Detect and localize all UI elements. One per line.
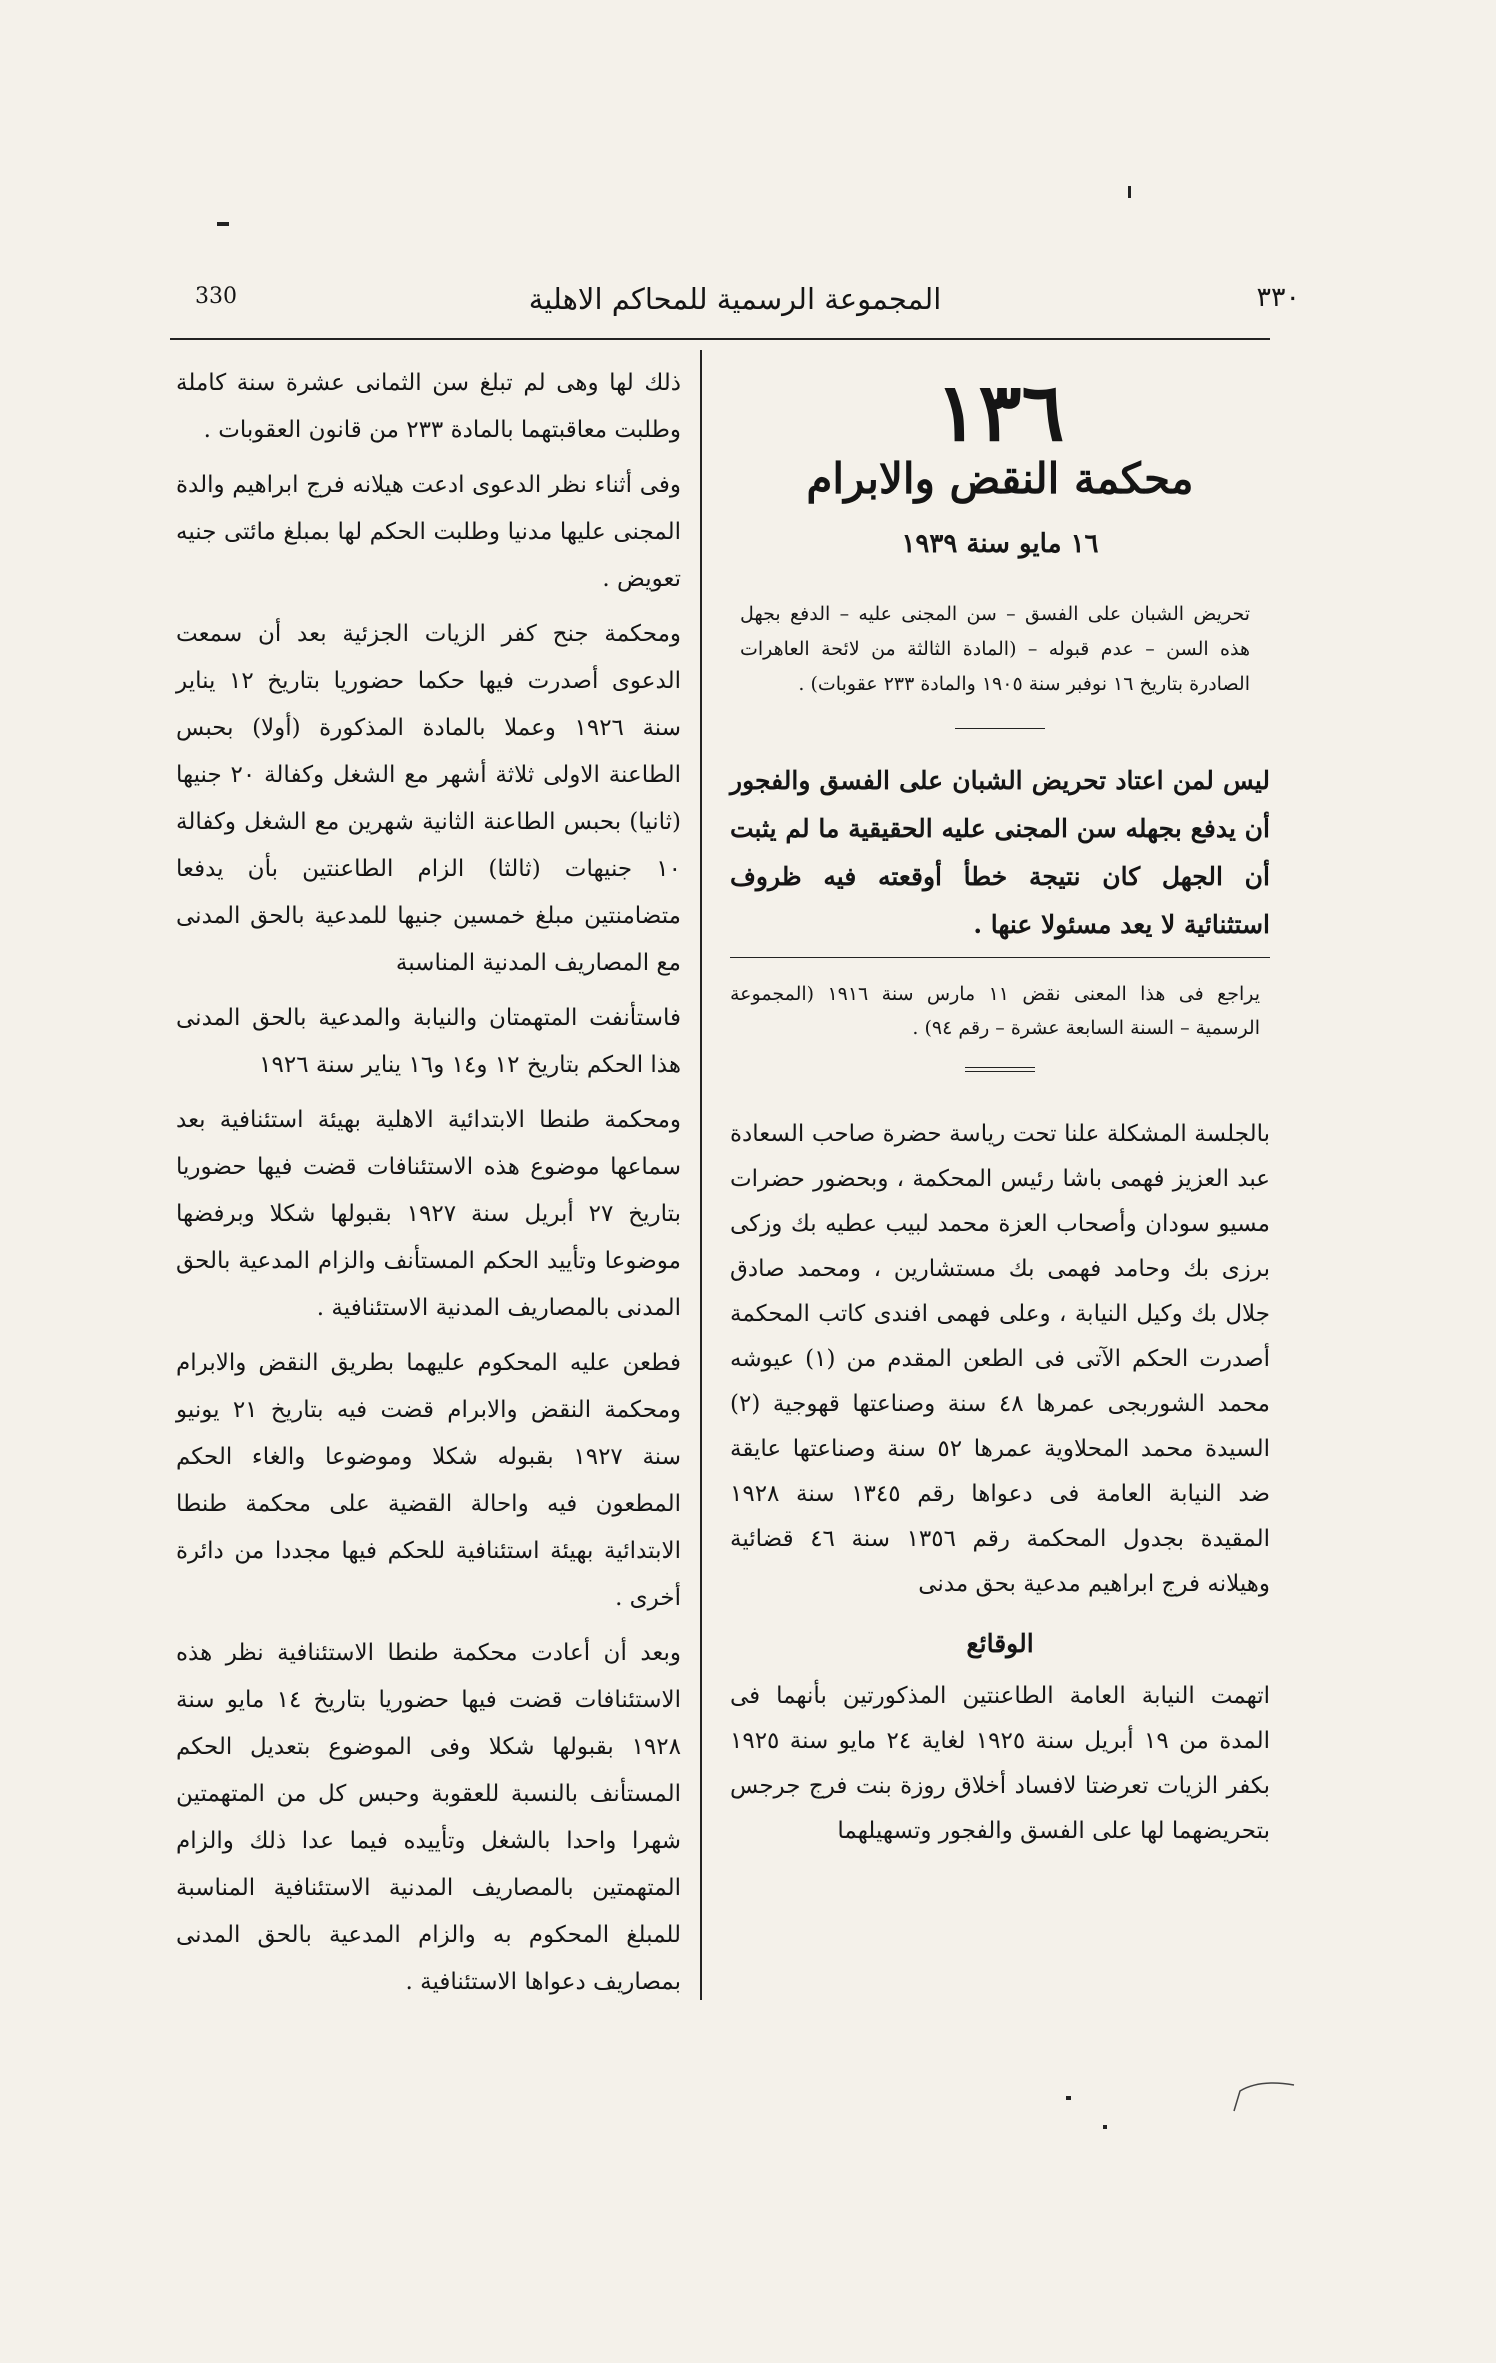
- running-title: المجموعة الرسمية للمحاكم الاهلية: [528, 282, 942, 316]
- left-column: [176, 360, 681, 2014]
- reference-rule: [730, 957, 1270, 958]
- scan-stroke: [1230, 2065, 1300, 2115]
- body-paragraph: وفى أثناء نظر الدعوى ادعت هيلانه فرج ابراهيم والدة المجنى عليها مدنيا وطلبت الحكم لها بمبلغ مائتى جنيه تعويض .: [176, 472, 681, 592]
- scan-mark: [1103, 2125, 1107, 2129]
- decision-date: ١٦ مايو سنة ١٩٣٩: [901, 529, 1099, 559]
- body-paragraph: وبعد أن أعادت محكمة طنطا الاستئنافية نظر هذه الاستئنافات قضت فيها حضوريا بتاريخ ١٤ مايو سنة ١٩٢٨ بقبولها شكلا وفى الموضوع بتعديل الحكم المستأنف بالنسبة للعقوبة وحبس كل من المتهمتين شهرا واحدا بالشغل وتأييده فيما عدا ذلك والزام المتهمتين بالمصاريف المدنية الاستئنافية المناسبة للمبلغ المحكوم به والزام المدعية بالحق المدنى بمصاريف دعواها الاستئنافية .: [176, 1640, 681, 1995]
- header-rule: [170, 338, 1270, 340]
- case-number: ١٣٦: [935, 365, 1065, 459]
- case-keywords: تحريض الشبان على الفسق – سن المجنى عليه – الدفع بجهل هذه السن – عدم قبوله – (المادة الثالثة من لائحة العاهرات الصادرة بتاريخ ١٦ نوفبر سنة ١٩٠٥ والمادة ٢٣٣ عقوبات) .: [740, 603, 1250, 695]
- scan-mark: [1066, 2096, 1071, 2100]
- page-header: [170, 282, 1300, 332]
- body-paragraph: فاستأنفت المتهمتان والنيابة والمدعية بالحق المدنى هذا الحكم بتاريخ ١٢ و١٤ و١٦ يناير سنة ١٩٢٦: [176, 1005, 681, 1078]
- scan-mark: [217, 222, 229, 226]
- body-paragraph: ومحكمة طنطا الابتدائية الاهلية بهيئة استئنافية بعد سماعها موضوع هذه الاستئنافات قضت فيها حضوريا بتاريخ ٢٧ أبريل سنة ١٩٢٧ بقبولها شكلا وبرفضها موضوعا وتأييد الحكم المستأنف والزام المدعية بالحق المدنى بالمصاريف المدنية الاستئنافية .: [176, 1107, 682, 1321]
- session-paragraph: بالجلسة المشكلة علنا تحت رياسة حضرة صاحب السعادة عبد العزيز فهمى باشا رئيس المحكمة ، وبحضور حضرات مسيو سودان وأصحاب العزة محمد لبيب عطيه بك وزكى برزى بك وحامد فهمى بك مستشارين ، ومحمد صادق جلال بك وكيل النيابة ، وعلى فهمى افندى كاتب المحكمة أصدرت الحكم الآتى فى الطعن المقدم من (١) عيوشه محمد الشوربجى عمرها ٤٨ سنة وصناعتها قهوجية (٢) السيدة محمد المحلاوية عمرها ٥٢ سنة وصناعتها عايقة ضد النيابة العامة فى دعواها رقم ١٣٤٥ سنة ١٩٢٨ المقيدة بجدول المحكمة رقم ١٣٥٦ سنة ٤٦ قضائية وهيلانه فرج ابراهيم مدعية بحق مدنى: [730, 1121, 1271, 1597]
- court-name: محكمة النقض والابرام: [806, 454, 1194, 503]
- body-paragraph: ومحكمة جنح كفر الزيات الجزئية بعد أن سمعت الدعوى أصدرت فيها حكما حضوريا بتاريخ ١٢ يناير سنة ١٩٢٦ وعملا بالمادة المذكورة (أولا) بحبس الطاعنة الاولى ثلاثة أشهر مع الشغل وكفالة ٢٠ جنيها (ثانيا) بحبس الطاعنة الثانية شهرين مع الشغل وكفالة ١٠ جنيهات (ثالثا) الزام الطاعنتين بأن يدفعا متضامنتين مبلغ خمسين جنيها للمدعية بالحق المدنى مع المصاريف المدنية المناسبة: [176, 621, 682, 976]
- page-number-arabic: ٣٣٠: [1256, 282, 1300, 313]
- double-separator: [965, 1067, 1035, 1072]
- column-divider: [700, 350, 702, 2000]
- facts-paragraph: اتهمت النيابة العامة الطاعنتين المذكورتين بأنهما فى المدة من ١٩ أبريل سنة ١٩٢٥ لغاية ٢٤ مايو سنة ١٩٢٥ بكفر الزيات تعرضتا لافساد أخلاق روزة بنت فرج جرجس بتحريضهما لها على الفسق والفجور وتسهيلهما: [730, 1683, 1271, 1844]
- body-paragraph: فطعن عليه المحكوم عليهما بطريق النقض والابرام ومحكمة النقض والابرام قضت فيه بتاريخ ٢١ يونيو سنة ١٩٢٧ بقبوله شكلا وموضوعا والغاء الحكم المطعون فيه واحالة القضية على محكمة طنطا الابتدائية بهيئة استئنافية للحكم فيها مجددا من دائرة أخرى .: [176, 1350, 682, 1611]
- reference-note: يراجع فى هذا المعنى نقض ١١ مارس سنة ١٩١٦ (المجموعة الرسمية – السنة السابعة عشرة – رقم ٩٤) .: [730, 983, 1260, 1039]
- right-column: [730, 360, 1270, 1854]
- body-paragraph: ذلك لها وهى لم تبلغ سن الثمانى عشرة سنة كاملة وطلبت معاقبتهما بالمادة ٢٣٣ من قانون العقوبات .: [176, 370, 681, 443]
- page-number-latin: 330: [195, 284, 237, 309]
- facts-heading: الوقائع: [966, 1629, 1034, 1658]
- legal-principle: ليس لمن اعتاد تحريض الشبان على الفسق والفجور أن يدفع بجهله سن المجنى عليه الحقيقية ما لم يثبت أن الجهل كان نتيجة خطأ أوقعته فيه ظروف استثنائية لا يعد مسئولا عنها .: [730, 766, 1270, 939]
- scan-mark: [1128, 186, 1131, 198]
- separator-rule: [955, 728, 1045, 729]
